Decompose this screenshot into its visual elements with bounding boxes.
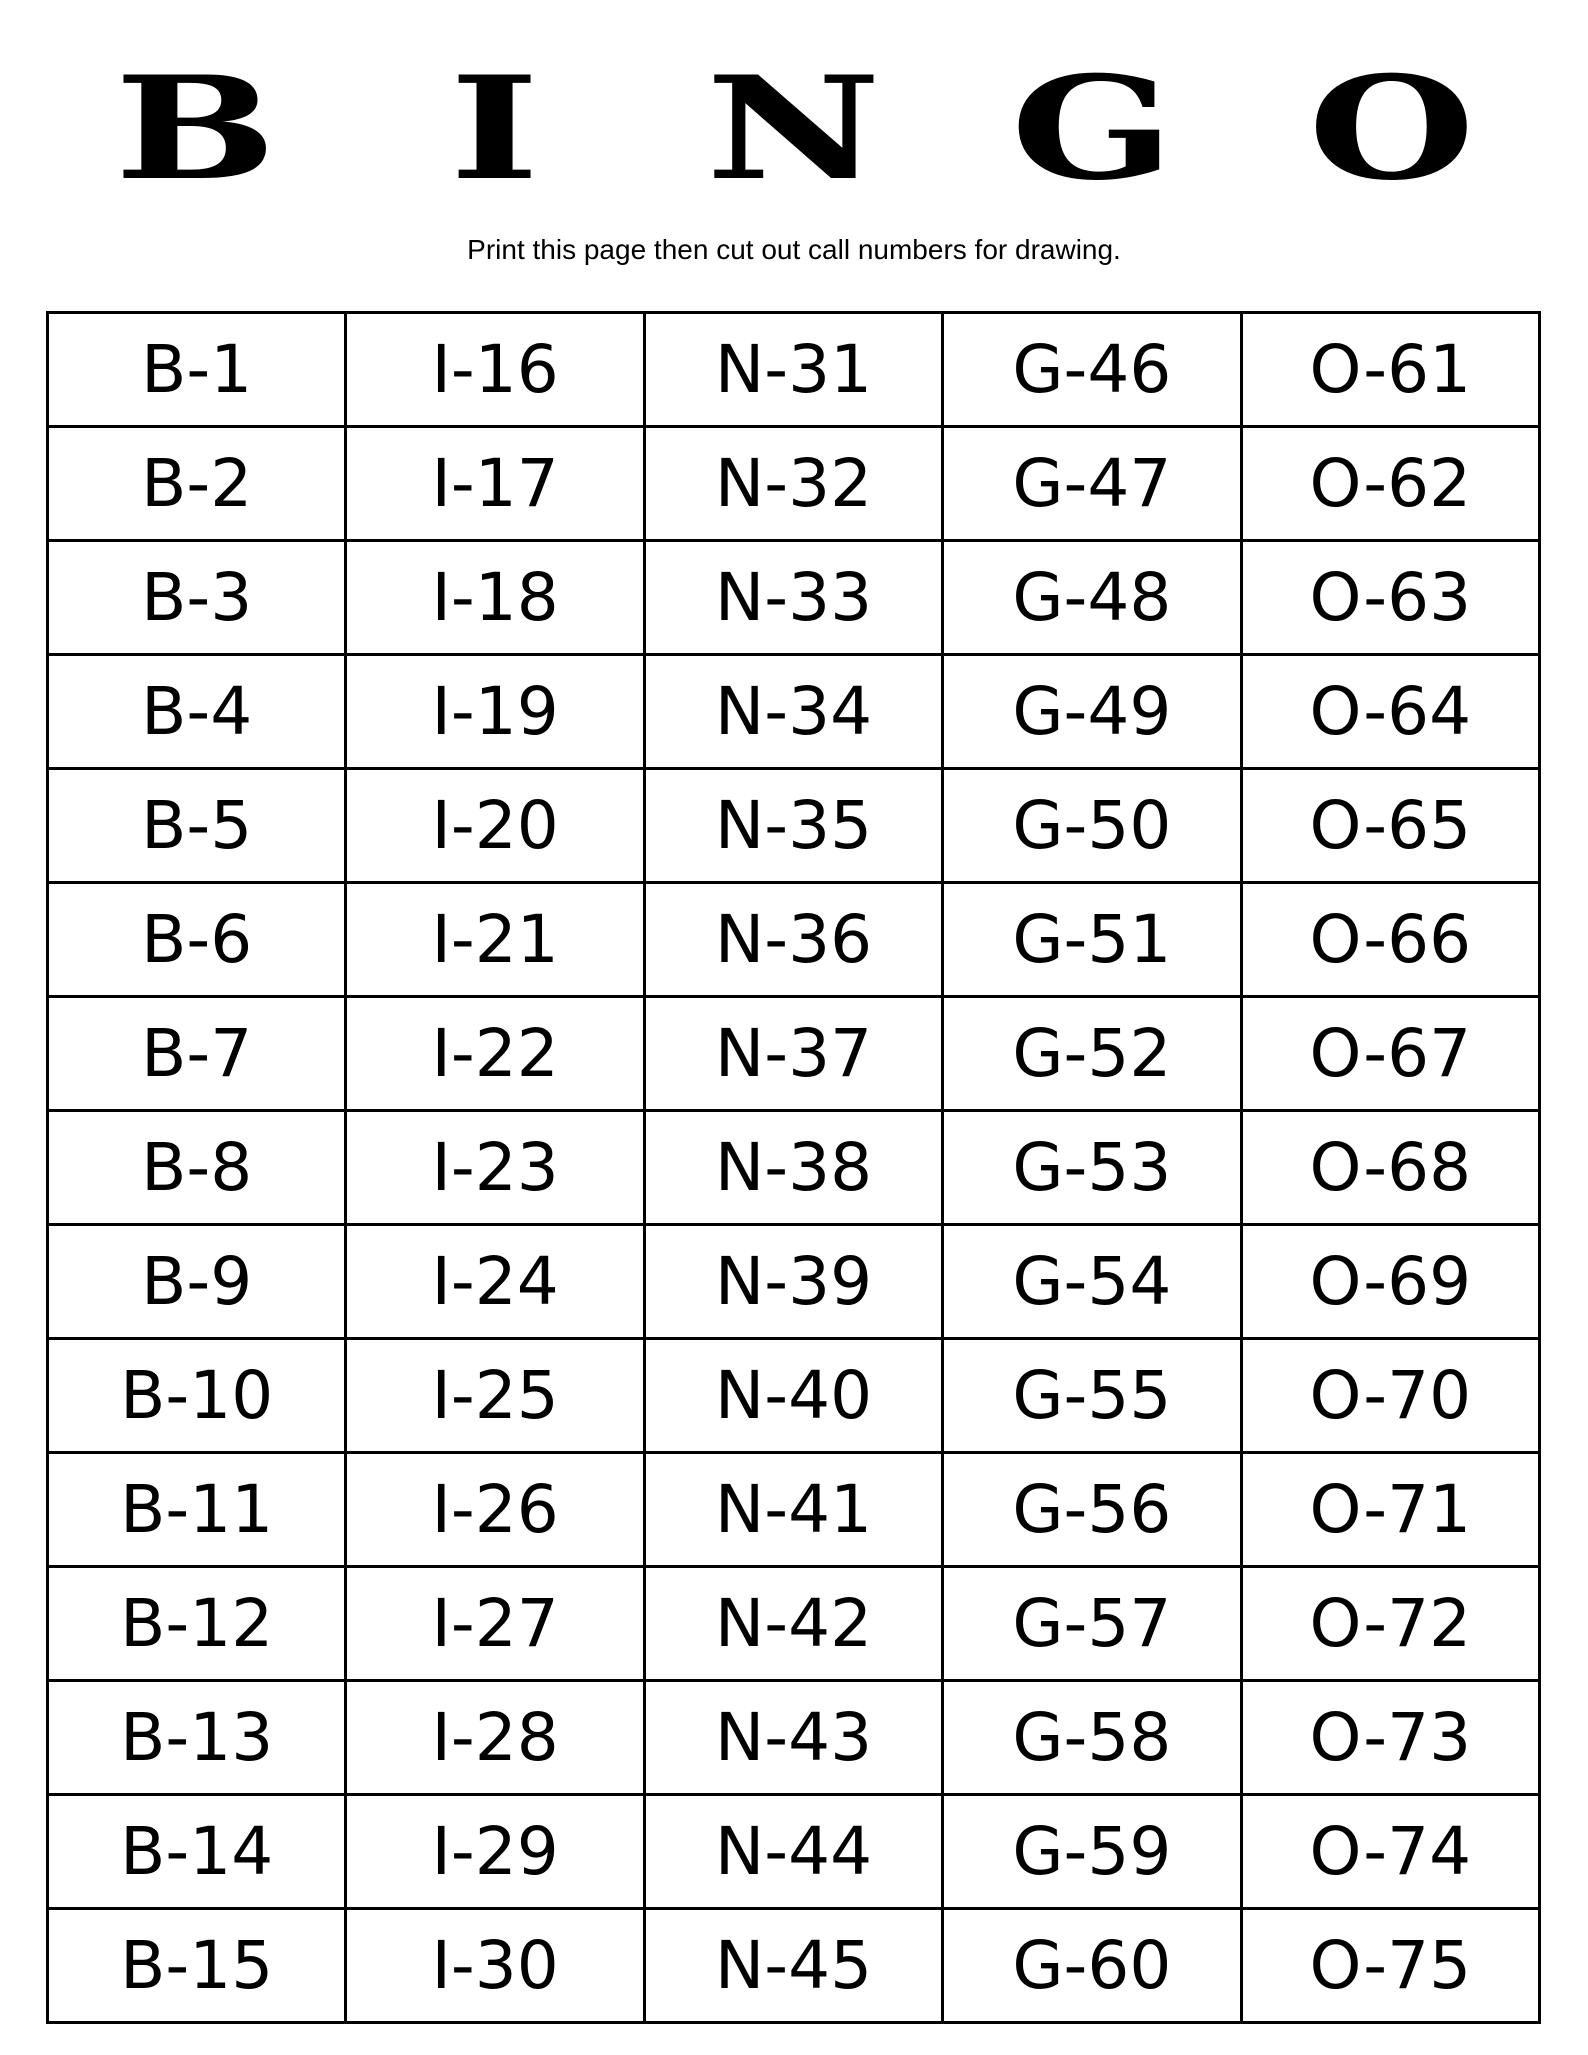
call-number-cell: B-4 bbox=[48, 655, 346, 769]
call-number-cell: B-7 bbox=[48, 997, 346, 1111]
table-row bbox=[48, 541, 1540, 655]
call-number-cell: N-44 bbox=[644, 1795, 942, 1909]
call-number-cell: I-26 bbox=[346, 1453, 644, 1567]
call-number-cell: G-51 bbox=[943, 883, 1241, 997]
call-number-cell: B-11 bbox=[48, 1453, 346, 1567]
call-number-cell: I-25 bbox=[346, 1339, 644, 1453]
table-row bbox=[48, 313, 1540, 427]
table-row bbox=[48, 427, 1540, 541]
call-number-cell: G-59 bbox=[943, 1795, 1241, 1909]
call-number-cell: O-71 bbox=[1241, 1453, 1539, 1567]
call-number-cell: O-65 bbox=[1241, 769, 1539, 883]
call-number-cell: N-32 bbox=[644, 427, 942, 541]
call-number-cell: B-10 bbox=[48, 1339, 346, 1453]
call-number-cell: N-38 bbox=[644, 1111, 942, 1225]
call-number-cell: I-23 bbox=[346, 1111, 644, 1225]
call-number-cell: G-48 bbox=[943, 541, 1241, 655]
call-number-cell: B-12 bbox=[48, 1567, 346, 1681]
call-number-cell: N-42 bbox=[644, 1567, 942, 1681]
call-number-cell: O-70 bbox=[1241, 1339, 1539, 1453]
call-number-cell: B-2 bbox=[48, 427, 346, 541]
call-number-cell: B-15 bbox=[48, 1909, 346, 2023]
call-number-cell: N-39 bbox=[644, 1225, 942, 1339]
table-row bbox=[48, 883, 1540, 997]
call-number-cell: N-33 bbox=[644, 541, 942, 655]
call-number-cell: N-31 bbox=[644, 313, 942, 427]
call-number-cell: B-5 bbox=[48, 769, 346, 883]
table-row bbox=[48, 1453, 1540, 1567]
call-number-cell: O-74 bbox=[1241, 1795, 1539, 1909]
call-number-cell: G-46 bbox=[943, 313, 1241, 427]
call-number-cell: G-50 bbox=[943, 769, 1241, 883]
call-number-cell: O-64 bbox=[1241, 655, 1539, 769]
call-number-cell: G-52 bbox=[943, 997, 1241, 1111]
call-number-cell: O-61 bbox=[1241, 313, 1539, 427]
call-number-cell: N-35 bbox=[644, 769, 942, 883]
call-number-cell: B-1 bbox=[48, 313, 346, 427]
call-number-cell: B-8 bbox=[48, 1111, 346, 1225]
call-number-cell: I-18 bbox=[346, 541, 644, 655]
call-number-cell: N-36 bbox=[644, 883, 942, 997]
call-number-cell: G-60 bbox=[943, 1909, 1241, 2023]
call-number-cell: B-14 bbox=[48, 1795, 346, 1909]
call-number-cell: G-55 bbox=[943, 1339, 1241, 1453]
header-letter-i: I bbox=[449, 46, 540, 212]
call-number-cell: O-62 bbox=[1241, 427, 1539, 541]
table-row bbox=[48, 1909, 1540, 2023]
instructions-text: Print this page then cut out call numbers for drawing. bbox=[467, 234, 1121, 265]
header-letter-b: B bbox=[114, 46, 277, 212]
call-number-cell: N-34 bbox=[644, 655, 942, 769]
table-row bbox=[48, 1339, 1540, 1453]
call-number-cell: O-67 bbox=[1241, 997, 1539, 1111]
call-number-cell: I-21 bbox=[346, 883, 644, 997]
header-letter-o: O bbox=[1307, 46, 1475, 212]
call-number-cell: I-24 bbox=[346, 1225, 644, 1339]
table-row bbox=[48, 1567, 1540, 1681]
header-letter-n: N bbox=[705, 46, 882, 212]
call-number-cell: I-22 bbox=[346, 997, 644, 1111]
call-number-cell: I-16 bbox=[346, 313, 644, 427]
call-number-cell: B-9 bbox=[48, 1225, 346, 1339]
call-number-cell: O-73 bbox=[1241, 1681, 1539, 1795]
call-number-cell: G-56 bbox=[943, 1453, 1241, 1567]
call-number-cell: I-27 bbox=[346, 1567, 644, 1681]
call-numbers-table bbox=[46, 311, 1541, 2024]
header-letter-g: G bbox=[1010, 46, 1175, 212]
call-number-cell: I-30 bbox=[346, 1909, 644, 2023]
call-number-cell: O-72 bbox=[1241, 1567, 1539, 1681]
call-number-cell: N-37 bbox=[644, 997, 942, 1111]
call-number-cell: N-41 bbox=[644, 1453, 942, 1567]
call-number-cell: G-53 bbox=[943, 1111, 1241, 1225]
table-row bbox=[48, 1225, 1540, 1339]
call-number-cell: G-57 bbox=[943, 1567, 1241, 1681]
call-number-cell: B-6 bbox=[48, 883, 346, 997]
call-number-cell: N-43 bbox=[644, 1681, 942, 1795]
table-row bbox=[48, 655, 1540, 769]
call-number-cell: I-20 bbox=[346, 769, 644, 883]
call-number-cell: O-63 bbox=[1241, 541, 1539, 655]
call-number-cell: I-17 bbox=[346, 427, 644, 541]
call-number-cell: G-58 bbox=[943, 1681, 1241, 1795]
call-number-cell: B-3 bbox=[48, 541, 346, 655]
table-row bbox=[48, 1111, 1540, 1225]
call-number-cell: I-19 bbox=[346, 655, 644, 769]
call-number-cell: I-28 bbox=[346, 1681, 644, 1795]
table-row bbox=[48, 1795, 1540, 1909]
call-number-cell: O-69 bbox=[1241, 1225, 1539, 1339]
call-number-cell: G-49 bbox=[943, 655, 1241, 769]
table-row bbox=[48, 769, 1540, 883]
call-number-cell: O-68 bbox=[1241, 1111, 1539, 1225]
table-row bbox=[48, 997, 1540, 1111]
call-number-cell: O-75 bbox=[1241, 1909, 1539, 2023]
call-number-cell: B-13 bbox=[48, 1681, 346, 1795]
bingo-header bbox=[46, 46, 1541, 212]
call-number-cell: N-45 bbox=[644, 1909, 942, 2023]
call-number-cell: I-29 bbox=[346, 1795, 644, 1909]
call-number-cell: G-54 bbox=[943, 1225, 1241, 1339]
call-number-cell: N-40 bbox=[644, 1339, 942, 1453]
call-number-cell: G-47 bbox=[943, 427, 1241, 541]
call-numbers-body bbox=[48, 313, 1540, 2023]
call-number-cell: O-66 bbox=[1241, 883, 1539, 997]
table-row bbox=[48, 1681, 1540, 1795]
